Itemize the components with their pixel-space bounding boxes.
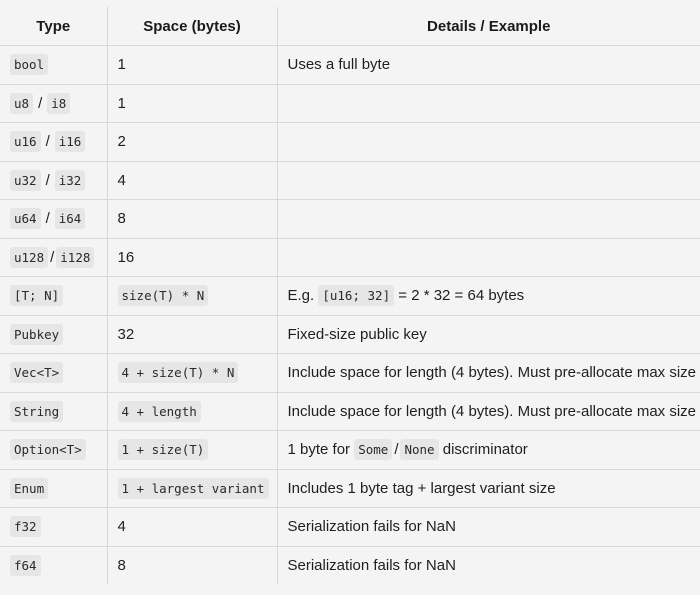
type-code: i64 [55, 208, 86, 229]
details-cell [277, 238, 700, 277]
space-value: 4 [117, 171, 126, 189]
space-cell [107, 508, 277, 547]
type-cell [0, 354, 107, 393]
details-code: Some [354, 439, 392, 460]
type-code: i8 [47, 93, 70, 114]
space-code: 4 + length [118, 401, 201, 422]
space-code: 1 + size(T) [118, 439, 209, 460]
type-space-table [0, 7, 700, 584]
space-value: 2 [117, 133, 126, 151]
type-code: i32 [55, 170, 86, 191]
details-cell [277, 431, 700, 470]
space-cell [107, 354, 277, 393]
details-cell [277, 123, 700, 162]
space-value: 32 [117, 325, 135, 343]
type-code: i128 [56, 247, 94, 268]
space-cell [107, 546, 277, 584]
details-cell [277, 392, 700, 431]
details-suffix: discriminator [438, 441, 528, 459]
type-cell [0, 546, 107, 584]
type-cell [0, 123, 107, 162]
table-body [0, 46, 700, 585]
type-code: Option<T> [10, 439, 86, 460]
header-details: Details / Example [277, 7, 700, 46]
type-cell [0, 46, 107, 85]
table-row [0, 161, 700, 200]
type-cell [0, 238, 107, 277]
details-suffix: = 2 * 32 = 64 bytes [394, 287, 525, 305]
type-code: u128 [10, 247, 48, 268]
type-code: u64 [10, 208, 41, 229]
table-row [0, 46, 700, 85]
table-row [0, 431, 700, 470]
table-row [0, 508, 700, 547]
type-code: Pubkey [10, 324, 63, 345]
details-prefix: 1 byte for [287, 441, 355, 459]
details-text: Serialization fails for NaN [287, 556, 456, 574]
space-cell [107, 392, 277, 431]
details-cell [277, 200, 700, 239]
type-code: Vec<T> [10, 362, 63, 383]
details-text: Uses a full byte [287, 56, 391, 74]
space-value: 8 [117, 210, 126, 228]
details-cell [277, 84, 700, 123]
table-header-row [0, 7, 700, 46]
details-text: Fixed-size public key [287, 325, 427, 343]
header-space: Space (bytes) [107, 7, 277, 46]
details-cell [277, 46, 700, 85]
table-row [0, 315, 700, 354]
details-cell [277, 508, 700, 547]
type-separator: / [45, 133, 50, 151]
details-text: Include space for length (4 bytes). Must pre-allocate max size [287, 364, 697, 382]
type-code: u16 [10, 131, 41, 152]
type-separator: / [38, 94, 43, 112]
space-value: 1 [117, 94, 126, 112]
type-code: i16 [55, 131, 86, 152]
space-cell [107, 46, 277, 85]
table-row [0, 123, 700, 162]
table-row [0, 200, 700, 239]
details-code: [u16; 32] [318, 285, 394, 306]
space-cell [107, 469, 277, 508]
details-cell [277, 546, 700, 584]
table-row [0, 392, 700, 431]
table-row [0, 546, 700, 584]
table-row [0, 238, 700, 277]
space-code: size(T) * N [118, 285, 209, 306]
space-value: 16 [117, 248, 135, 266]
type-code: f32 [10, 516, 41, 537]
details-cell [277, 354, 700, 393]
type-cell [0, 161, 107, 200]
header-type: Type [0, 7, 107, 46]
details-cell [277, 469, 700, 508]
details-code: None [400, 439, 438, 460]
type-cell [0, 508, 107, 547]
details-text: Include space for length (4 bytes). Must pre-allocate max size [287, 402, 697, 420]
type-cell [0, 200, 107, 239]
space-value: 8 [117, 556, 126, 574]
space-cell [107, 431, 277, 470]
space-cell [107, 123, 277, 162]
table-row [0, 277, 700, 316]
space-code: 1 + largest variant [118, 478, 269, 499]
type-code: f64 [10, 555, 41, 576]
details-prefix: E.g. [287, 287, 319, 305]
space-cell [107, 238, 277, 277]
type-code: Enum [10, 478, 48, 499]
type-code: [T; N] [10, 285, 63, 306]
type-separator: / [45, 210, 50, 228]
type-cell [0, 277, 107, 316]
details-text: Includes 1 byte tag + largest variant size [287, 479, 556, 497]
space-value: 1 [117, 56, 126, 74]
type-cell [0, 315, 107, 354]
details-cell [277, 315, 700, 354]
type-cell [0, 84, 107, 123]
space-cell [107, 200, 277, 239]
table-row [0, 84, 700, 123]
details-cell [277, 277, 700, 316]
details-separator: / [394, 441, 399, 459]
details-text: Serialization fails for NaN [287, 518, 456, 536]
space-value: 4 [117, 518, 126, 536]
space-cell [107, 161, 277, 200]
type-code: u8 [10, 93, 33, 114]
space-cell [107, 277, 277, 316]
type-separator: / [45, 171, 50, 189]
space-cell [107, 84, 277, 123]
type-separator: / [50, 248, 55, 266]
table-row [0, 354, 700, 393]
space-code: 4 + size(T) * N [118, 362, 239, 383]
type-cell [0, 469, 107, 508]
table-row [0, 469, 700, 508]
space-cell [107, 315, 277, 354]
details-cell [277, 161, 700, 200]
type-code: bool [10, 54, 48, 75]
type-code: u32 [10, 170, 41, 191]
type-code: String [10, 401, 63, 422]
type-cell [0, 392, 107, 431]
type-cell [0, 431, 107, 470]
